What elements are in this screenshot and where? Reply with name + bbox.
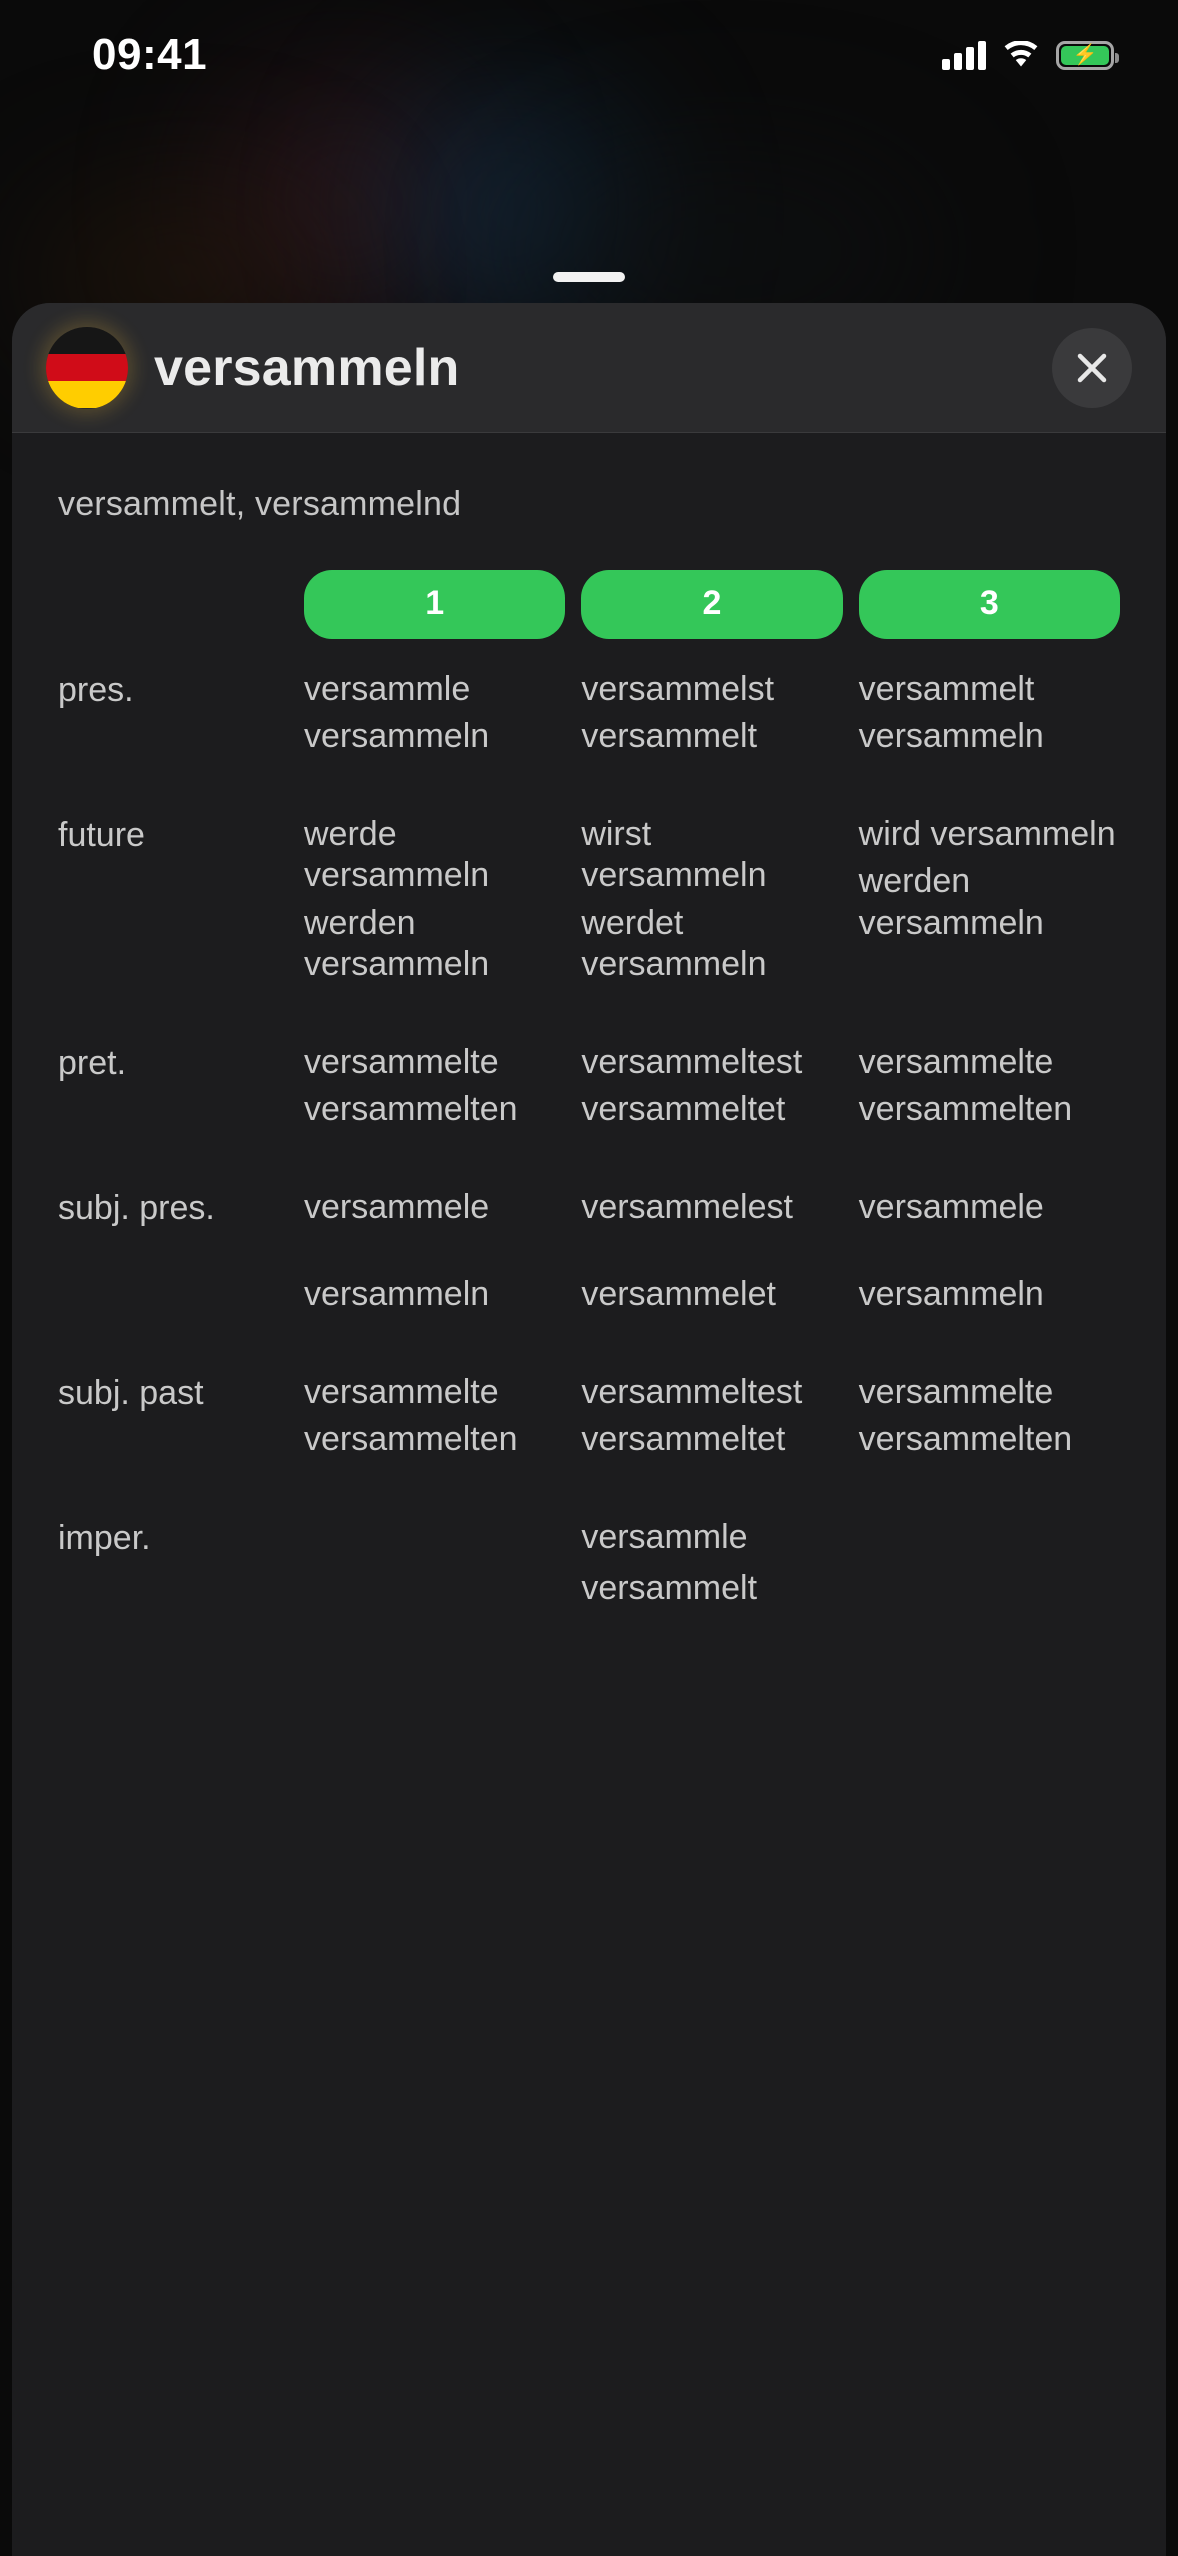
cell-plural: versammeln xyxy=(304,717,490,756)
cell-plural: versammeln xyxy=(304,1275,490,1314)
cell-plural: versammeltet xyxy=(581,1420,786,1459)
page-title: versammeln xyxy=(154,338,460,397)
cell-singular: versammelte xyxy=(304,1372,499,1411)
close-button[interactable] xyxy=(1052,328,1132,408)
row-spacer xyxy=(58,758,1120,814)
row-label-imper: imper. xyxy=(58,1518,151,1557)
row-spacer xyxy=(58,986,1120,1042)
cell-singular: versammelt xyxy=(858,670,1035,708)
table-cell xyxy=(581,1187,842,1316)
table-cell-empty xyxy=(304,1517,565,1610)
battery-charging-icon: ⚡ xyxy=(1056,41,1114,70)
cell-singular: wirst versammeln xyxy=(581,814,767,895)
sheet-grabber[interactable] xyxy=(553,272,625,282)
table-cell xyxy=(304,1372,565,1461)
table-cell xyxy=(581,1042,842,1131)
cell-plural: versammelt xyxy=(581,717,758,756)
cell-singular: werde versammeln xyxy=(304,814,490,895)
row-label-future: future xyxy=(58,815,145,854)
cell-plural: werdet versammeln xyxy=(581,903,767,984)
row-spacer xyxy=(58,1131,1120,1187)
cellular-signal-icon xyxy=(942,40,986,70)
table-cell xyxy=(859,1372,1120,1461)
cell-singular: versammle xyxy=(581,1517,748,1556)
person-header-2: 2 xyxy=(581,570,842,639)
cell-singular: versammeltest xyxy=(581,1372,803,1411)
cell-plural: versammeltet xyxy=(581,1090,786,1129)
cell-singular: versammelte xyxy=(858,1372,1054,1411)
cell-plural: werden versammeln xyxy=(304,903,490,984)
cell-singular: wird versammeln xyxy=(858,814,1116,853)
row-label-subj-pres: subj. pres. xyxy=(58,1188,215,1227)
cell-singular: versammele xyxy=(858,1187,1044,1226)
table-cell xyxy=(304,1187,565,1316)
cell-singular: versammeltest xyxy=(581,1042,803,1081)
sheet-header xyxy=(12,303,1166,433)
table-cell xyxy=(859,814,1120,986)
wifi-icon xyxy=(1002,41,1040,69)
cell-plural: versammelten xyxy=(858,1420,1073,1459)
status-time: 09:41 xyxy=(92,30,208,79)
table-cell xyxy=(859,1187,1120,1316)
row-spacer xyxy=(58,1316,1120,1372)
table-cell xyxy=(581,814,842,986)
status-indicators xyxy=(942,40,1114,70)
cell-singular: versammelst xyxy=(581,670,775,708)
person-header-1: 1 xyxy=(304,570,565,639)
german-flag-icon xyxy=(46,327,128,409)
conjugation-table xyxy=(58,570,1120,1610)
person-header-3: 3 xyxy=(859,570,1120,639)
cell-singular: versammle xyxy=(304,670,471,708)
cell-plural: versammelt xyxy=(581,1569,758,1608)
cell-plural: versammeln xyxy=(858,1275,1044,1314)
table-cell xyxy=(581,1517,842,1610)
table-cell xyxy=(304,814,565,986)
status-bar xyxy=(0,0,1178,110)
row-spacer xyxy=(58,1461,1120,1517)
sheet-body xyxy=(12,433,1166,1610)
cell-singular: versammele xyxy=(304,1187,490,1226)
cell-plural: versammelten xyxy=(304,1090,518,1129)
cell-plural: versammelten xyxy=(304,1420,518,1459)
cell-singular: versammelest xyxy=(581,1187,793,1226)
row-label-subj-past: subj. past xyxy=(58,1373,204,1412)
row-label-pres: pres. xyxy=(58,671,134,709)
cell-plural: versammeln xyxy=(858,717,1044,756)
cell-plural: werden versammeln xyxy=(858,862,1044,942)
table-cell xyxy=(304,1042,565,1131)
table-cell xyxy=(304,669,565,758)
table-cell xyxy=(581,1372,842,1461)
table-corner-spacer xyxy=(58,570,288,639)
cell-plural: versammelet xyxy=(581,1275,776,1314)
table-cell xyxy=(859,1042,1120,1131)
participles-line: versammelt, versammelnd xyxy=(58,485,462,523)
conjugation-sheet xyxy=(12,303,1166,2556)
cell-singular: versammelte xyxy=(304,1042,499,1081)
table-cell-empty xyxy=(859,1517,1120,1610)
table-cell xyxy=(581,669,842,758)
table-cell xyxy=(859,669,1120,758)
cell-plural: versammelten xyxy=(858,1090,1073,1129)
cell-singular: versammelte xyxy=(858,1042,1054,1081)
row-label-pret: pret. xyxy=(58,1043,127,1082)
